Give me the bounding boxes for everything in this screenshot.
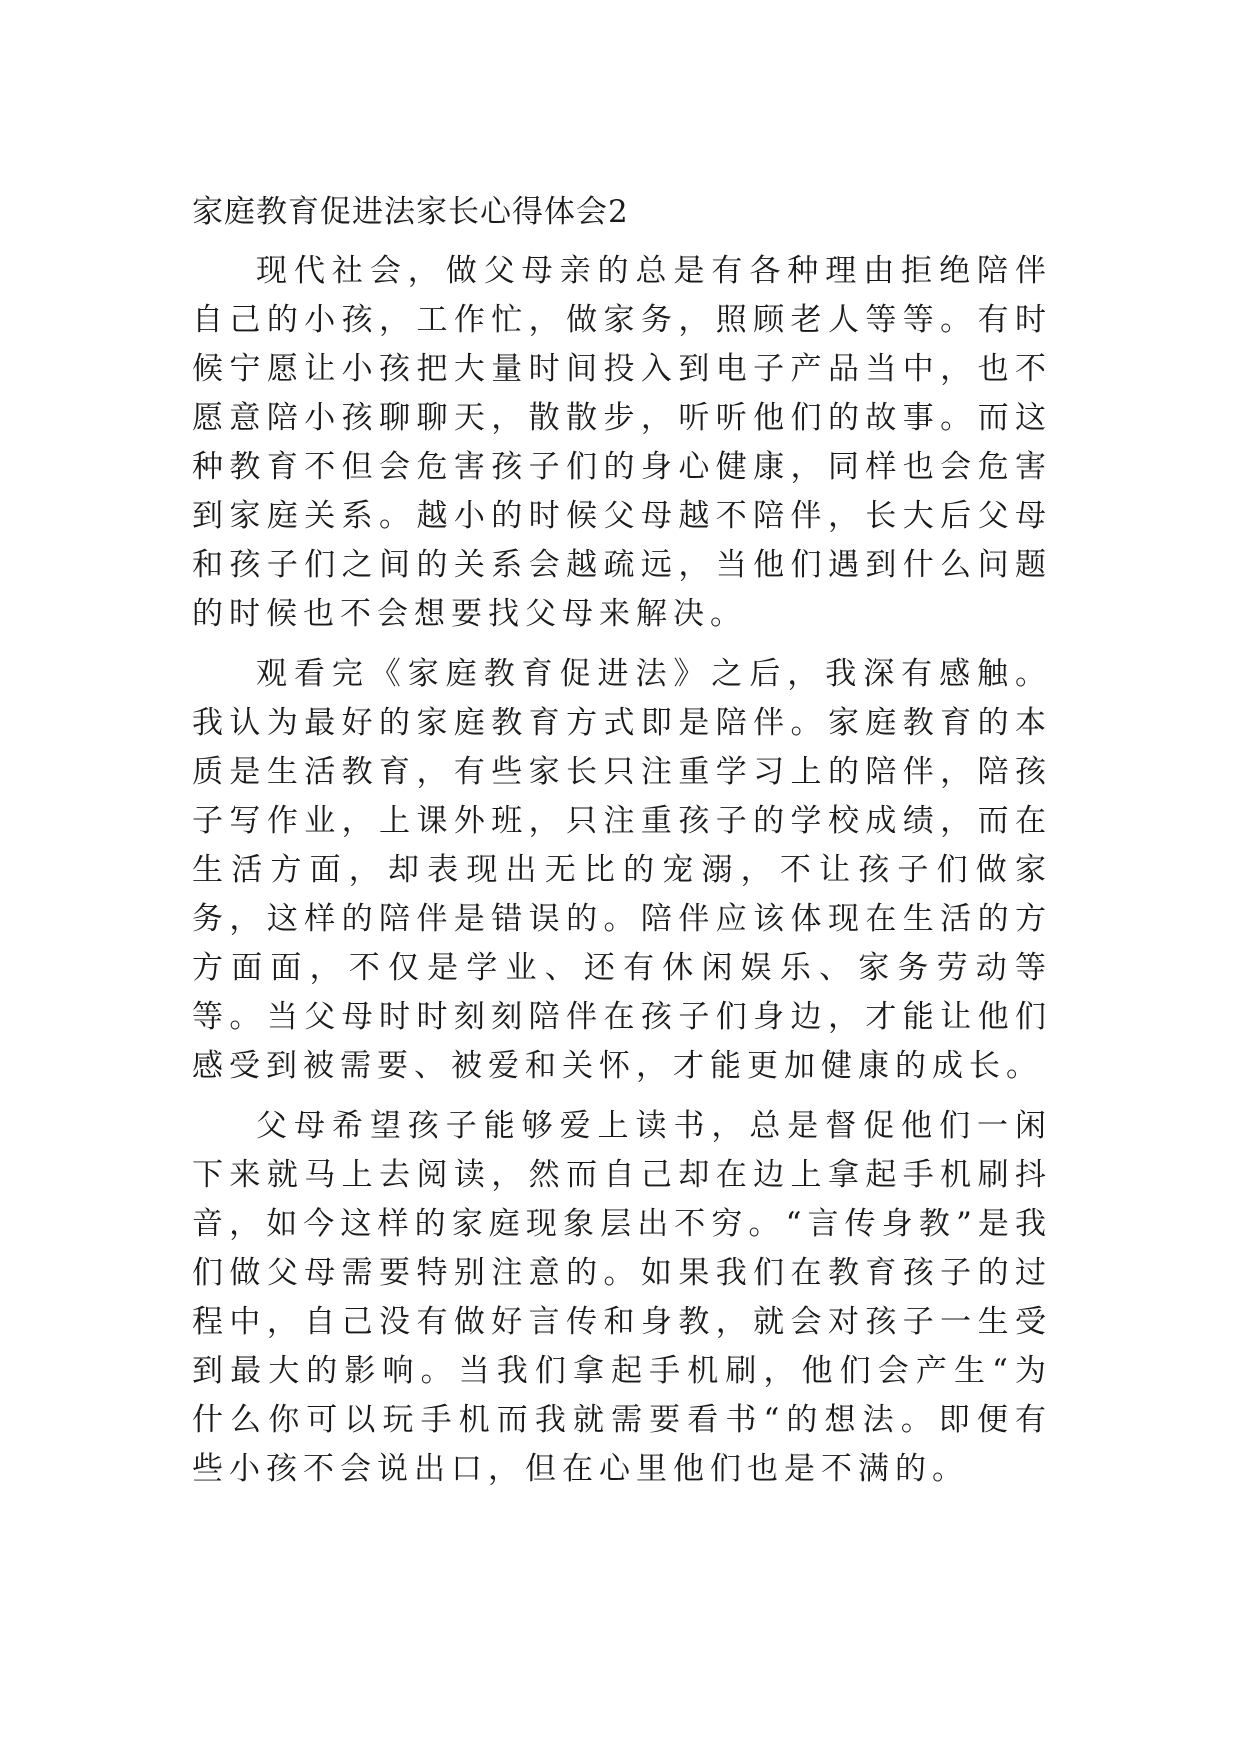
paragraph-3: 父母希望孩子能够爱上读书，总是督促他们一闲下来就马上去阅读，然而自己却在边上拿起手机刷抖音，如今这样的家庭现象层出不穷。“言传身教”是我们做父母需要特别注意的。如果我们在教育孩子的过程中，自己没有做好言传和身教，就会对孩子一生受到最大的影响。当我们拿起手机刷，他们会产生“为什么你可以玩手机而我就需要看书“的想法。即便有些小孩不会说出口，但在心里他们也是不满的。 [192,1108,1052,1487]
paragraph-1: 现代社会，做父母亲的总是有各种理由拒绝陪伴自己的小孩，工作忙，做家务，照顾老人等等。有时候宁愿让小孩把大量时间投入到电子产品当中，也不愿意陪小孩聊聊天，散散步，听听他们的故事。而这种教育不但会危害孩子们的身心健康，同样也会危害到家庭关系。越小的时候父母越不陪伴，长大后父母和孩子们之间的关系会越疏远，当他们遇到什么问题的时候也不会想要找父母来解决。 [192,253,1052,632]
document-body [192,188,1052,1494]
document-title: 家庭教育促进法家长心得体会2 [192,194,629,230]
paragraph-2: 观看完《家庭教育促进法》之后，我深有感触。我认为最好的家庭教育方式即是陪伴。家庭教育的本质是生活教育，有些家长只注重学习上的陪伴，陪孩子写作业，上课外班，只注重孩子的学校成绩，而在生活方面，却表现出无比的宠溺，不让孩子们做家务，这样的陪伴是错误的。陪伴应该体现在生活的方方面面，不仅是学业、还有休闲娱乐、家务劳动等等。当父母时时刻刻陪伴在孩子们身边，才能让他们感受到被需要、被爱和关怀，才能更加健康的成长。 [192,656,1052,1084]
